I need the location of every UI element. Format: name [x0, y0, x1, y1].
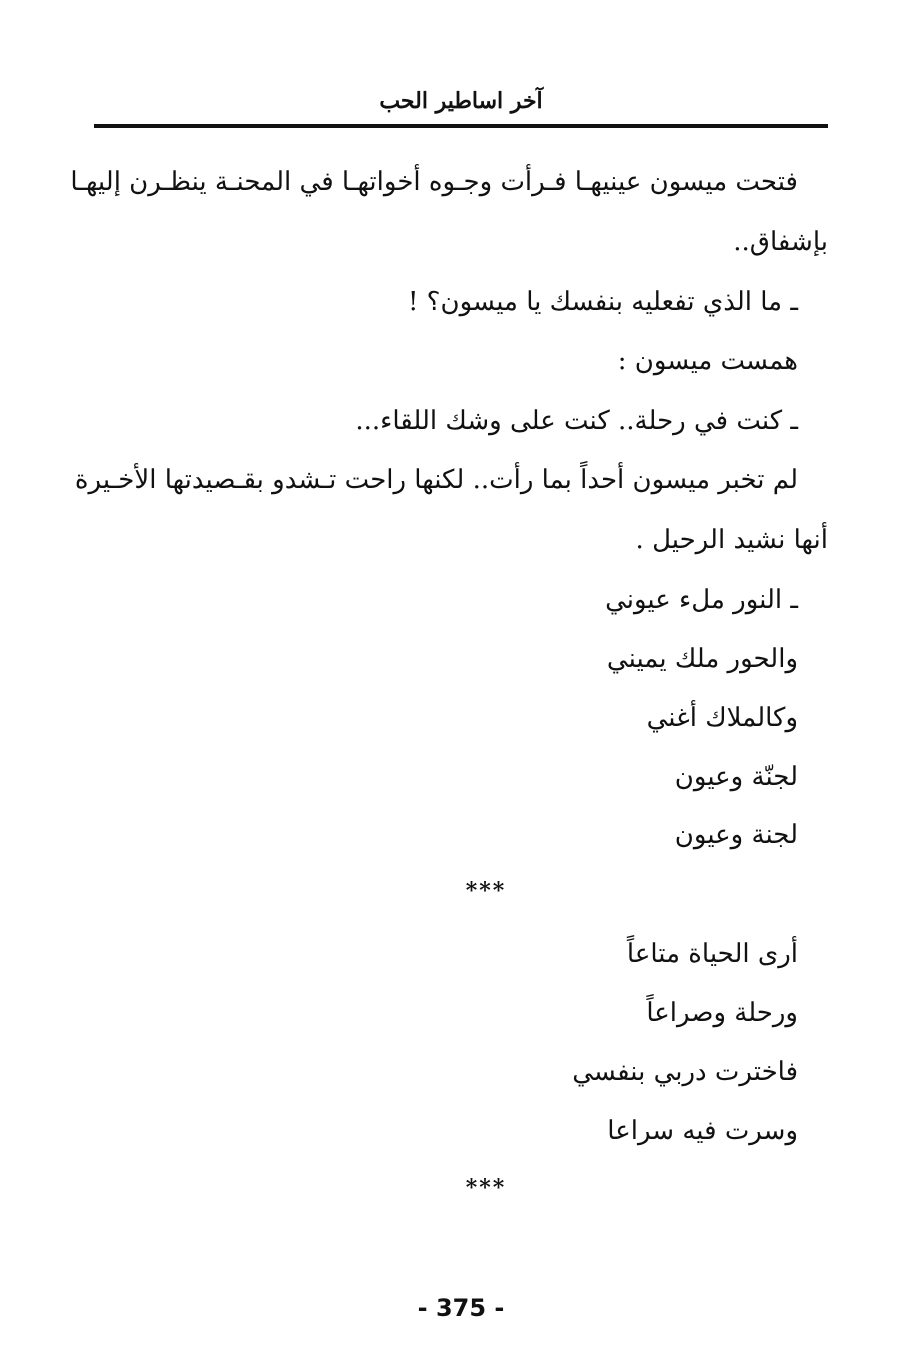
poem-line: ورحلة وصراعاً: [646, 998, 798, 1028]
poem-line: وكالملاك أغني: [646, 703, 798, 733]
stanza-separator: ***: [465, 878, 507, 904]
poem-line: أرى الحياة متاعاً: [626, 939, 798, 969]
poem-line: فاخترت دربي بنفسي: [572, 1057, 798, 1087]
dialogue-whisper: [94, 341, 828, 381]
paragraph-line: لم تخبر ميسون أحداً بما رأت.. لكنها راحت تـشدو بقـصيدتها الأخـيرة: [74, 465, 798, 495]
stanza-separator: ***: [465, 1175, 507, 1201]
paragraph-opening-end: [94, 222, 828, 262]
header-rule: [94, 124, 828, 128]
dialogue-line: ـ كنت في رحلة.. كنت على وشك اللقاء...: [355, 406, 798, 436]
paragraph-line: أنها نشيد الرحيل .: [635, 525, 828, 555]
dialogue-question: [94, 282, 828, 322]
narration-paragraph-end: [94, 520, 828, 560]
dialogue-line: همست ميسون :: [617, 346, 798, 376]
paragraph-opening: [70, 162, 828, 202]
narration-paragraph: [74, 460, 828, 500]
poem-line: لجنّة وعيون: [674, 762, 798, 792]
dialogue-answer: [94, 401, 828, 441]
poem-line: والحور ملك يميني: [606, 644, 798, 674]
running-header-title: آخر اساطير الحب: [379, 88, 543, 114]
poem-line: وسرت فيه سراعا: [607, 1116, 798, 1146]
poem-line: ـ النور ملء عيوني: [605, 585, 798, 615]
dialogue-line: ـ ما الذي تفعليه بنفسك يا ميسون؟ !: [407, 287, 798, 317]
poem-line: لجنة وعيون: [674, 820, 798, 850]
paragraph-line: بإشفاق..: [733, 227, 828, 257]
page-number: - 375 -: [417, 1294, 505, 1322]
paragraph-line: فتحت ميسون عينيهـا فـرأت وجـوه أخواتهـا في المحنـة ينظـرن إليهـا: [70, 167, 798, 197]
